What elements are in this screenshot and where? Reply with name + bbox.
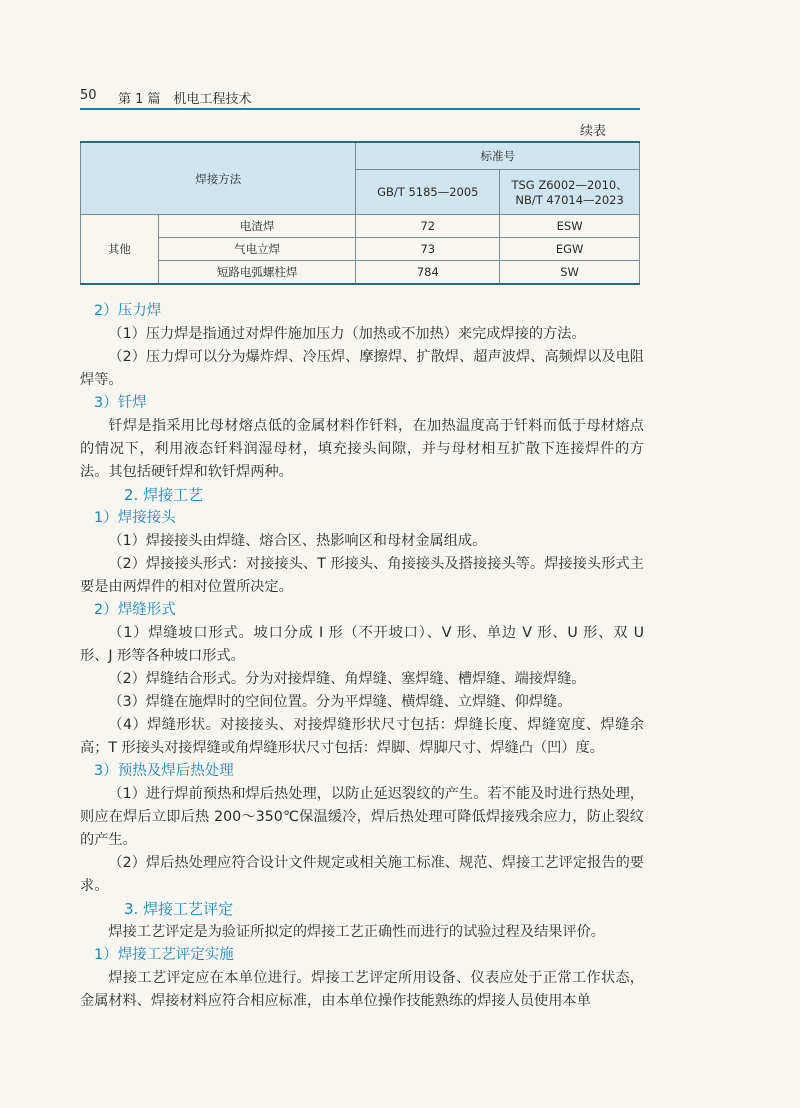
table-continued-label: 续表 <box>580 124 607 139</box>
page-header <box>80 86 640 108</box>
group-label: 其他 <box>81 215 159 285</box>
subsection-heading: 2）压力焊 <box>94 303 162 319</box>
paragraph: 焊接工艺评定是为验证所拟定的焊接工艺正确性而进行的试验过程及结果评价。 <box>108 924 605 940</box>
paragraph: （1）进行焊前预热和焊后热处理，以防止延迟裂纹的产生。若不能及时进行热处理，则应在焊后立即后热 200～350℃保温缓冷，焊后热处理可降低焊接残余应力，防止裂纹的产生。 <box>80 786 644 848</box>
section-heading: 3. 焊接工艺评定 <box>124 900 234 918</box>
subsection-heading: 3）钎焊 <box>94 395 147 411</box>
paragraph: （2）压力焊可以分为爆炸焊、冷压焊、摩擦焊、扩散焊、超声波焊、高频焊以及电阻焊等。 <box>80 349 644 388</box>
paragraph: 焊接工艺评定应在本单位进行。焊接工艺评定所用设备、仪表应处于正常工作状态，金属材料、焊接材料应符合相应标准，由本单位操作技能熟练的焊接人员使用本单 <box>80 970 644 1009</box>
subsection-heading: 3）预热及焊后热处理 <box>94 763 234 779</box>
table-cell: 气电立焊 <box>158 238 356 261</box>
subsection-heading: 2）焊缝形式 <box>94 602 176 618</box>
header-rule <box>80 108 640 110</box>
paragraph: （2）焊接接头形式：对接接头、T 形接头、角接接头及搭接接头等。焊接接头形式主要是由两焊件的相对位置所决定。 <box>80 556 644 595</box>
table-cell: EGW <box>500 238 640 261</box>
section-heading: 2. 焊接工艺 <box>124 486 204 504</box>
paragraph: （2）焊缝结合形式。分为对接焊缝、角焊缝、塞焊缝、槽焊缝、端接焊缝。 <box>108 671 586 687</box>
subsection-heading: 1）焊接工艺评定实施 <box>94 947 234 963</box>
body-text <box>80 300 644 1013</box>
paragraph: （1）焊缝坡口形式。坡口分成 I 形（不开坡口）、V 形、单边 V 形、U 形、双 U 形、J 形等各种坡口形式。 <box>80 625 644 664</box>
table-cell: ESW <box>500 215 640 238</box>
col-standard-header: 标准号 <box>356 142 640 170</box>
paragraph: （4）焊缝形状。对接接头、对接焊缝形状尺寸包括：焊缝长度、焊缝宽度、焊缝余高；T 形接头对接焊缝或角焊缝形状尺寸包括：焊脚、焊脚尺寸、焊缝凸（凹）度。 <box>80 717 644 756</box>
page-number: 50 <box>80 88 97 103</box>
col-gb-header: GB/T 5185—2005 <box>356 170 500 215</box>
col-method-header: 焊接方法 <box>81 142 356 215</box>
paragraph: （1）焊接接头由焊缝、熔合区、热影响区和母材金属组成。 <box>108 533 487 549</box>
table-cell: 短路电弧螺柱焊 <box>158 261 356 285</box>
table-cell: 784 <box>356 261 500 285</box>
table-cell: SW <box>500 261 640 285</box>
table-cell: 73 <box>356 238 500 261</box>
paragraph: 钎焊是指采用比母材熔点低的金属材料作钎料，在加热温度高于钎料而低于母材熔点的情况下，利用液态钎料润湿母材，填充接头间隙，并与母材相互扩散下连接焊件的方法。其包括硬钎焊和软钎焊两种。 <box>80 418 644 480</box>
table-cell: 电渣焊 <box>158 215 356 238</box>
paragraph: （3）焊缝在施焊时的空间位置。分为平焊缝、横焊缝、立焊缝、仰焊缝。 <box>108 694 572 710</box>
table-cell: 72 <box>356 215 500 238</box>
paragraph: （1）压力焊是指通过对焊件施加压力（加热或不加热）来完成焊接的方法。 <box>108 326 586 342</box>
subsection-heading: 1）焊接接头 <box>94 510 176 526</box>
paragraph: （2）焊后热处理应符合设计文件规定或相关施工标准、规范、焊接工艺评定报告的要求。 <box>80 855 644 894</box>
part-title: 第 1 篇 机电工程技术 <box>118 92 252 107</box>
col-tsg-header: TSG Z6002—2010、NB/T 47014—2023 <box>500 170 640 215</box>
welding-standards-table <box>80 141 640 285</box>
